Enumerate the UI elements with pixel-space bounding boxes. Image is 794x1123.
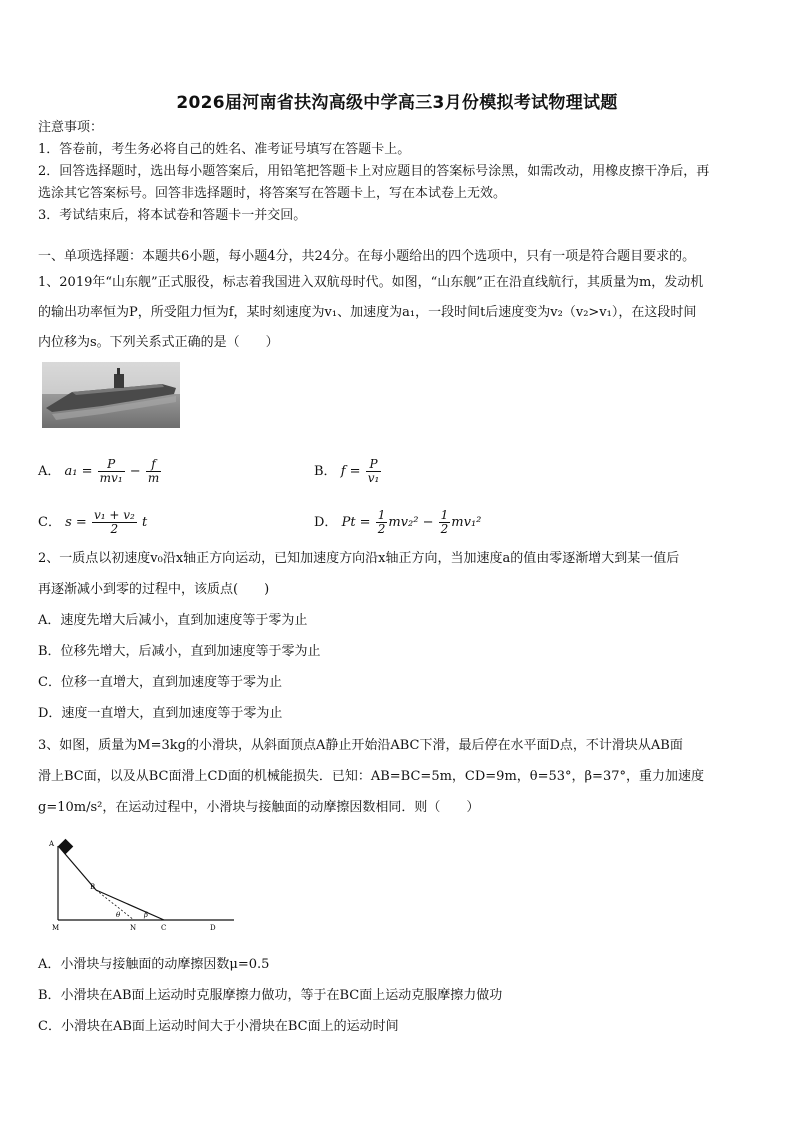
frac-num: v₁ + v₂ bbox=[93, 508, 135, 522]
q1-option-c-frac bbox=[92, 509, 137, 536]
aircraft-carrier-image bbox=[42, 362, 180, 428]
q1-option-a-lhs: a₁ = bbox=[64, 464, 93, 479]
q2-option-a[interactable]: A．速度先增大后减小，直到加速度等于零为止 bbox=[38, 613, 308, 628]
label-b: B bbox=[90, 883, 96, 891]
q1-option-d-term2: mv₁² bbox=[451, 515, 482, 530]
q2-option-b[interactable]: B．位移先增大，后减小，直到加速度等于零为止 bbox=[38, 644, 321, 659]
q1-option-b-label: B． bbox=[314, 464, 337, 479]
frac-num: 1 bbox=[377, 508, 386, 522]
label-beta: β bbox=[144, 911, 149, 919]
slider-block bbox=[58, 839, 74, 855]
notice-heading: 注意事项： bbox=[38, 120, 104, 135]
notice-item-2a: 2．回答选择题时，选出每小题答案后，用铅笔把答题卡上对应题目的答案标号涂黑，如需改动，用橡皮擦干净后，再 bbox=[38, 164, 710, 179]
label-a: A bbox=[49, 840, 55, 848]
q1-option-d-lhs: Pt = bbox=[341, 515, 371, 530]
label-n: N bbox=[130, 924, 137, 932]
q1-option-a[interactable] bbox=[38, 458, 162, 485]
label-d: D bbox=[210, 924, 216, 932]
frac-num: P bbox=[366, 458, 382, 472]
q1-option-c-tail: t bbox=[141, 515, 148, 530]
q1-option-c[interactable] bbox=[38, 509, 147, 536]
label-m: M bbox=[52, 924, 60, 932]
minus-sign: − bbox=[422, 515, 434, 530]
q1-option-a-frac1 bbox=[98, 458, 125, 485]
frac-num: 1 bbox=[440, 508, 449, 522]
slope-bc bbox=[96, 890, 164, 920]
q1-option-c-label: C． bbox=[38, 515, 61, 530]
section-heading: 一、单项选择题：本题共6小题，每小题4分，共24分。在每小题给出的四个选项中，只有一项是符合题目要求的。 bbox=[38, 249, 696, 264]
q1-line-3: 内位移为s。下列关系式正确的是（ ） bbox=[38, 335, 279, 350]
q2-line-1: 2、一质点以初速度v₀沿x轴正方向运动，已知加速度方向沿x轴正方向，当加速度a的值由零逐渐增大到某一值后 bbox=[38, 551, 680, 566]
q1-option-d-label: D． bbox=[314, 515, 338, 530]
frac-den: 2 bbox=[440, 522, 449, 536]
q1-option-b[interactable] bbox=[314, 458, 382, 485]
frac-num: P bbox=[98, 458, 125, 472]
notice-item-2b: 选涂其它答案标号。回答非选择题时，将答案写在答题卡上，写在本试卷上无效。 bbox=[38, 186, 507, 201]
frac-den: m bbox=[147, 471, 160, 485]
page-title: 2026届河南省扶沟高级中学高三3月份模拟考试物理试题 bbox=[176, 93, 618, 113]
q2-option-c[interactable]: C．位移一直增大，直到加速度等于零为止 bbox=[38, 675, 282, 690]
q2-option-d[interactable]: D．速度一直增大，直到加速度等于零为止 bbox=[38, 706, 283, 721]
minus-sign: − bbox=[129, 464, 141, 479]
q3-line-2: 滑上BC面，以及从BC面滑上CD面的机械能损失．已知：AB=BC=5m，CD=9m，θ=53°，β=37°，重力加速度 bbox=[38, 769, 704, 784]
q1-option-d-frac1 bbox=[376, 509, 388, 536]
q3-line-3: g=10m/s²，在运动过程中，小滑块与接触面的动摩擦因数相同．则（ ） bbox=[38, 800, 480, 815]
frac-den: mv₁ bbox=[99, 471, 123, 485]
frac-den: v₁ bbox=[367, 471, 380, 485]
q3-option-c[interactable]: C．小滑块在AB面上运动时间大于小滑块在BC面上的运动时间 bbox=[38, 1019, 399, 1034]
notice-item-1: 1．答卷前，考生务必将自己的姓名、准考证号填写在答题卡上。 bbox=[38, 142, 411, 157]
incline-diagram bbox=[44, 836, 240, 936]
q3-option-a[interactable]: A．小滑块与接触面的动摩擦因数μ=0.5 bbox=[38, 957, 270, 972]
q1-line-1: 1、2019年“山东舰”正式服役，标志着我国进入双航母时代。如图，“山东舰”正在沿直线航行，其质量为m，发动机 bbox=[38, 275, 704, 290]
q1-option-a-label: A． bbox=[38, 464, 61, 479]
q2-line-2: 再逐渐减小到零的过程中，该质点( ) bbox=[38, 582, 270, 597]
q1-option-b-lhs: f = bbox=[340, 464, 361, 479]
q1-option-b-frac bbox=[366, 458, 382, 485]
q1-option-d[interactable] bbox=[314, 509, 481, 536]
label-theta: θ bbox=[116, 911, 121, 919]
q1-option-c-lhs: s = bbox=[65, 515, 87, 530]
q1-line-2: 的输出功率恒为P，所受阻力恒为f，某时刻速度为v₁、加速度为a₁，一段时间t后速度变为v₂（v₂>v₁），在这段时间 bbox=[38, 305, 697, 320]
q1-option-d-term1: mv₂² bbox=[388, 515, 419, 530]
q1-option-d-frac2 bbox=[439, 509, 451, 536]
dashed-line-bn bbox=[96, 890, 134, 920]
frac-num: f bbox=[146, 458, 161, 472]
q3-line-1: 3、如图，质量为M=3kg的小滑块，从斜面顶点A静止开始沿ABC下滑，最后停在水平面D点，不计滑块从AB面 bbox=[38, 738, 683, 753]
label-c: C bbox=[161, 924, 167, 932]
notice-item-3: 3．考试结束后，将本试卷和答题卡一并交回。 bbox=[38, 208, 307, 223]
q3-option-b[interactable]: B．小滑块在AB面上运动时克服摩擦力做功，等于在BC面上运动克服摩擦力做功 bbox=[38, 988, 503, 1003]
frac-den: 2 bbox=[110, 522, 119, 536]
q1-option-a-frac2 bbox=[146, 458, 161, 485]
frac-den: 2 bbox=[377, 522, 386, 536]
